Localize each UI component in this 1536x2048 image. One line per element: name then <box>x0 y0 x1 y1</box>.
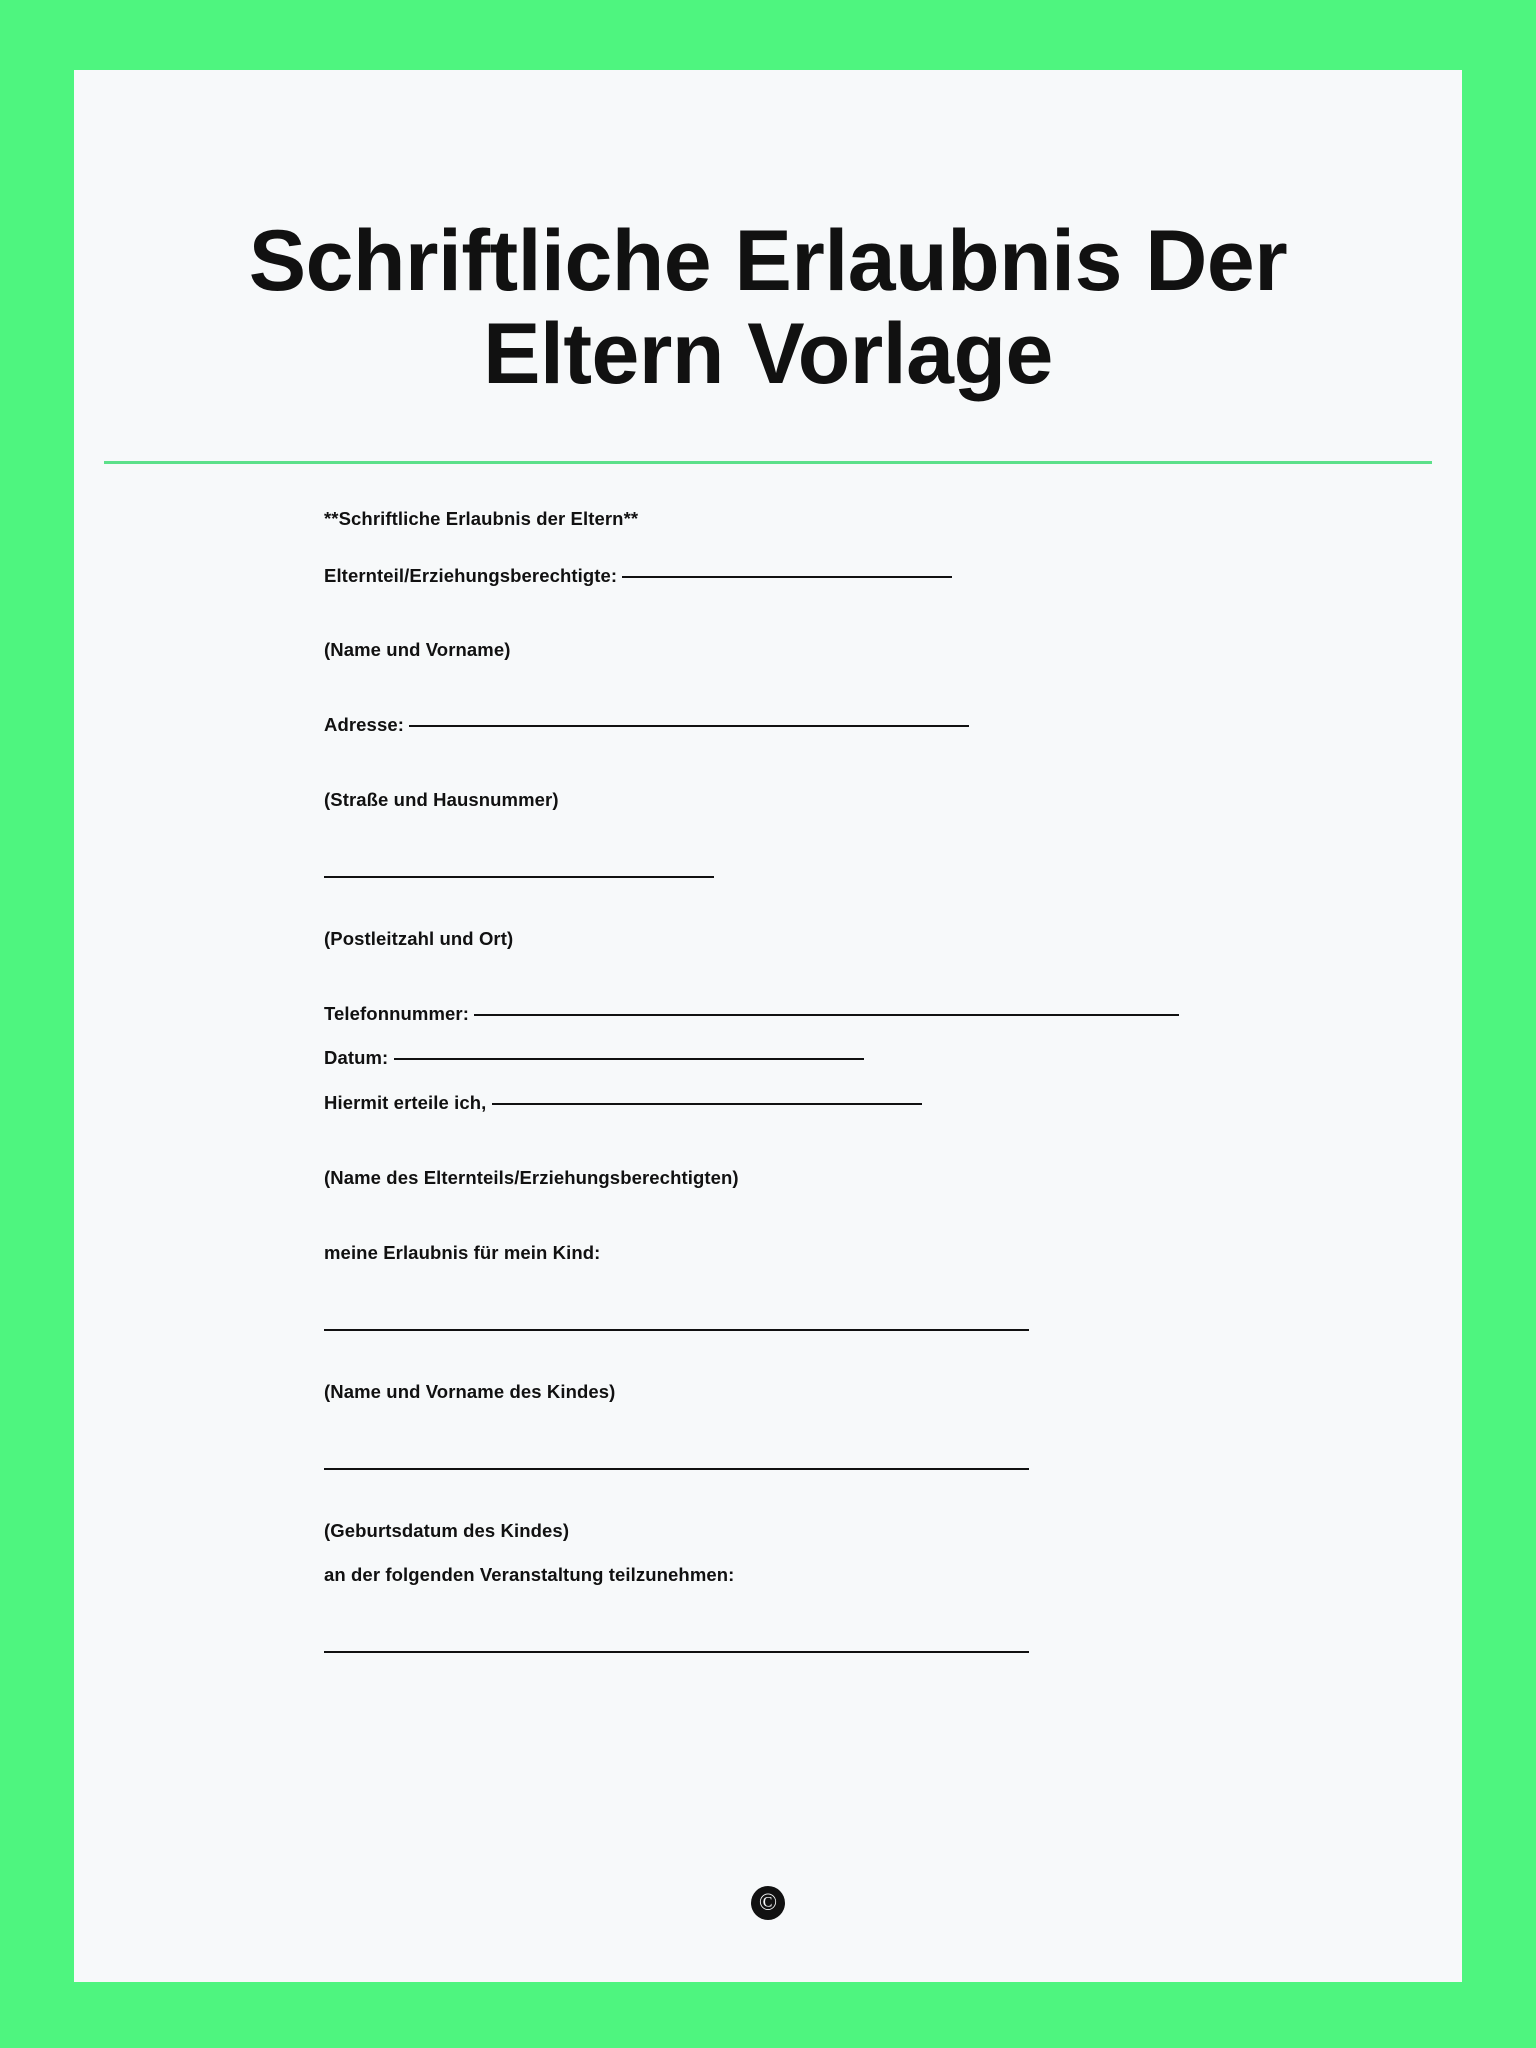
field-phone-input[interactable] <box>474 1014 1179 1016</box>
form-heading: **Schriftliche Erlaubnis der Eltern** <box>324 507 639 529</box>
field-postal-input[interactable] <box>324 876 714 878</box>
line-event: an der folgenden Veranstaltung teilzunehmen: <box>324 1564 735 1586</box>
document-body <box>74 464 1462 1653</box>
field-address-row <box>324 712 1224 739</box>
field-date-input[interactable] <box>394 1058 864 1060</box>
line-permission: meine Erlaubnis für mein Kind: <box>324 1241 601 1263</box>
field-date-row <box>324 1045 1224 1072</box>
hint-child-name: (Name und Vorname des Kindes) <box>324 1380 616 1402</box>
field-grant-label: Hiermit erteile ich, <box>324 1092 487 1114</box>
copyright-icon: © <box>751 1886 785 1920</box>
field-child-birthdate-input[interactable] <box>324 1468 1029 1470</box>
form-block <box>324 506 1224 1653</box>
hint-name: (Name und Vorname) <box>324 639 511 661</box>
field-grant-row <box>324 1090 1224 1117</box>
hint-postal: (Postleitzahl und Ort) <box>324 927 514 949</box>
field-parent-row <box>324 563 1224 590</box>
field-phone-label: Telefonnummer: <box>324 1002 469 1024</box>
field-grant-input[interactable] <box>492 1103 922 1105</box>
field-parent-label: Elternteil/Erziehungsberechtigte: <box>324 564 618 586</box>
hint-street: (Straße und Hausnummer) <box>324 789 559 810</box>
hint-parent-name: (Name des Elternteils/Erziehungsberechtigten) <box>324 1167 739 1189</box>
field-event-input[interactable] <box>324 1651 1029 1653</box>
field-parent-input[interactable] <box>622 576 952 578</box>
document-page <box>74 70 1462 1982</box>
field-address-label: Adresse: <box>324 714 404 736</box>
field-child-name-input[interactable] <box>324 1329 1029 1331</box>
footer-copyright <box>74 1886 1462 1920</box>
page-title: Schriftliche Erlaubnis Der Eltern Vorlage <box>248 213 1288 402</box>
hint-child-birthdate: (Geburtsdatum des Kindes) <box>324 1519 570 1541</box>
field-phone-row <box>324 1001 1224 1028</box>
field-date-label: Datum: <box>324 1047 389 1069</box>
field-address-input[interactable] <box>409 725 969 727</box>
